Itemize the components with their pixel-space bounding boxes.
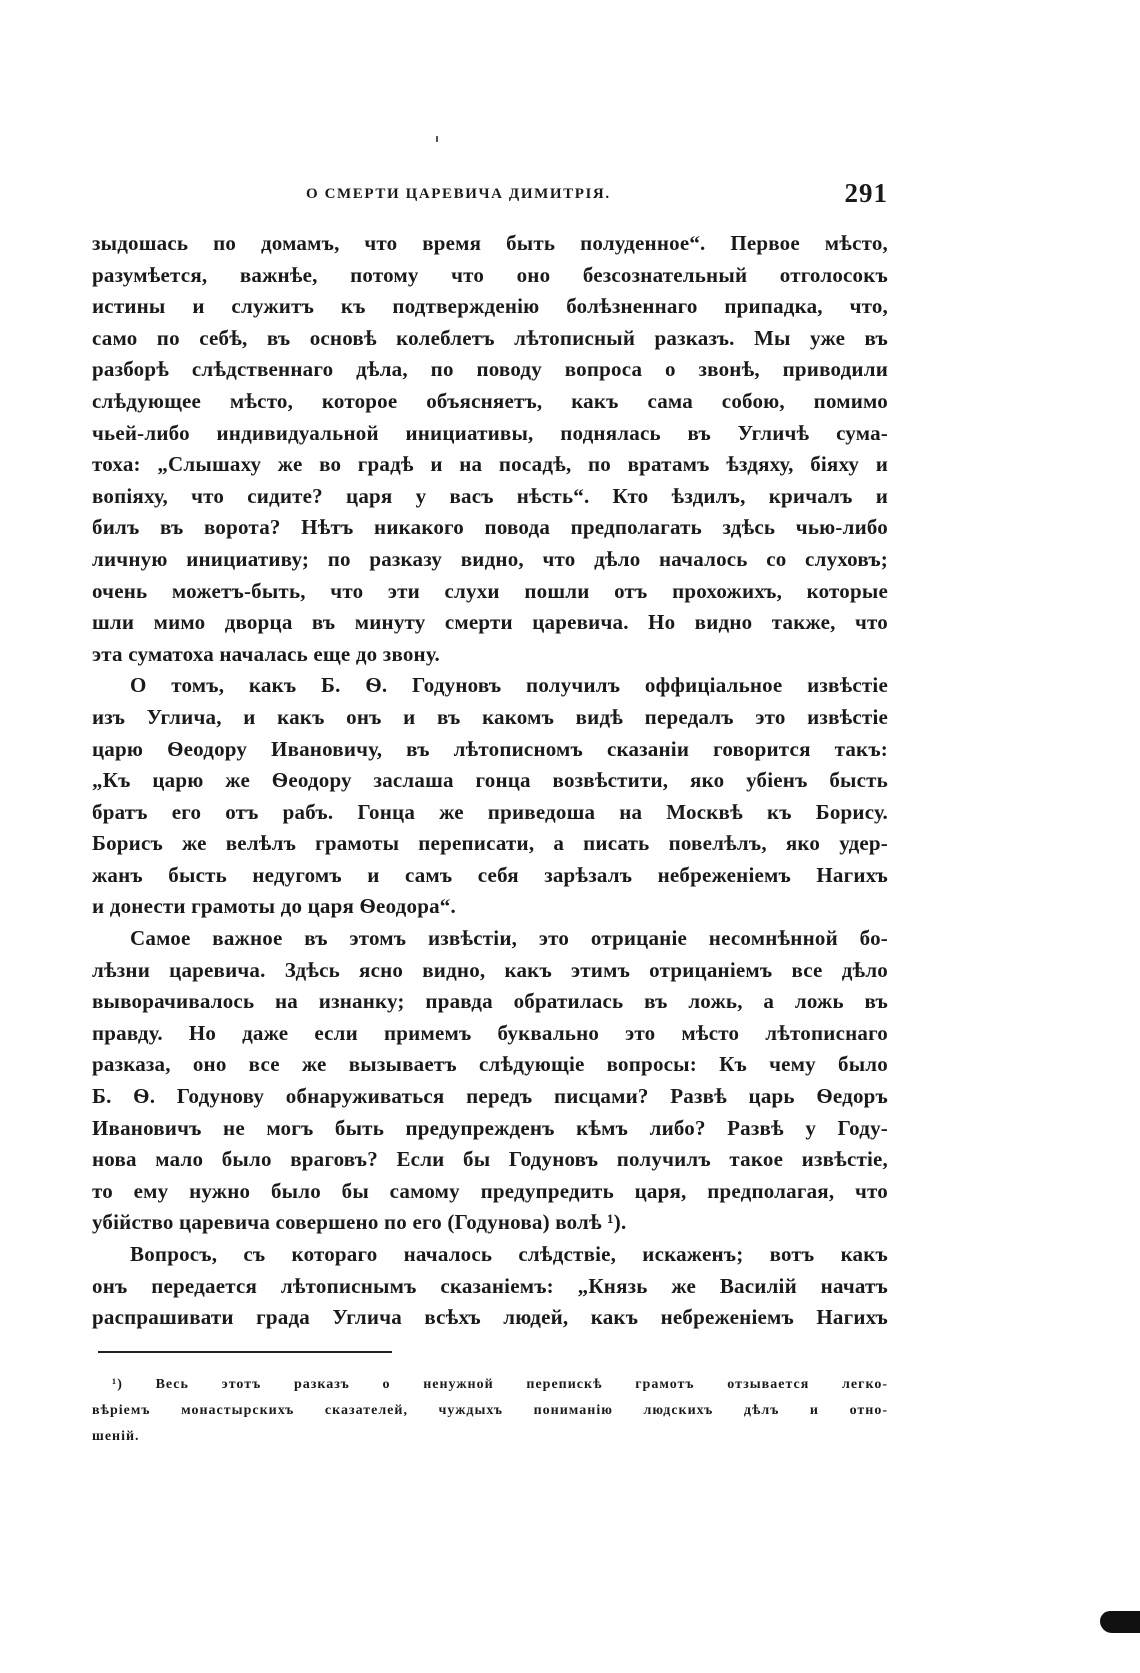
text-line: разборѣ слѣдственнаго дѣла, по поводу вопроса о звонѣ, приводили xyxy=(92,357,888,382)
text-line: и донести грамоты до царя Ѳеодора“. xyxy=(92,894,456,919)
text-line: зыдошась по домамъ, что время быть полуденное“. Первое мѣсто, xyxy=(92,231,888,255)
text-line: онъ передается лѣтописнымъ сказаніемъ: „Князь же Василій начатъ xyxy=(92,1273,888,1298)
footnote xyxy=(92,1372,888,1450)
text-line: истины и служитъ къ подтвержденію болѣзненнаго припадка, что, xyxy=(92,294,888,319)
text-line: правду. Но даже если примемъ буквально это мѣсто лѣтописнаго xyxy=(92,1020,888,1045)
text-line: нова мало было враговъ? Если бы Годуновъ получилъ такое извѣстіе, xyxy=(92,1147,888,1172)
text-line: Ивановичъ не могъ быть предупрежденъ кѣмъ либо? Развѣ у Году- xyxy=(92,1115,888,1140)
text-line: выворачивалось на изнанку; правда обратилась въ ложь, а ложь въ xyxy=(92,989,888,1014)
text-line: Б. Ѳ. Годунову обнаруживаться передъ писцами? Развѣ царь Ѳедоръ xyxy=(92,1084,888,1109)
page-number: 291 xyxy=(844,178,888,208)
text-line: жанъ бысть недугомъ и самъ себя зарѣзалъ небреженіемъ Нагихъ xyxy=(92,862,888,887)
footnote-line: шеній. xyxy=(92,1429,140,1444)
text-line: царю Ѳеодору Ивановичу, въ лѣтописномъ сказаніи говорится такъ: xyxy=(92,736,888,761)
text-line: чьей-либо индивидуальной инициативы, поднялась въ Угличѣ сума- xyxy=(92,420,888,445)
text-line: Борисъ же велѣлъ грамоты переписати, а писать повелѣлъ, яко удер- xyxy=(92,831,888,856)
print-speck xyxy=(436,136,438,142)
text-line: само по себѣ, въ основѣ колеблетъ лѣтописный разказъ. Мы уже въ xyxy=(92,325,888,350)
text-line: распрашивати града Углича всѣхъ людей, какъ небреженіемъ Нагихъ xyxy=(92,1305,888,1330)
text-line: разказа, оно все же вызываетъ слѣдующіе вопросы: Къ чему было xyxy=(92,1052,888,1077)
text-line: слѣдующее мѣсто, которое объясняетъ, какъ сама собою, помимо xyxy=(92,388,888,413)
text-line: шли мимо дворца въ минуту смерти царевича. Но видно также, что xyxy=(92,610,888,635)
text-line: очень можетъ-быть, что эти слухи пошли отъ прохожихъ, которые xyxy=(92,578,888,603)
text-line: то ему нужно было бы самому предупредить царя, предполагая, что xyxy=(92,1178,888,1203)
footnote-line: ¹) Весь этотъ разказъ о ненужной перепискѣ грамотъ отзывается легко- xyxy=(112,1377,888,1392)
footnote-separator xyxy=(98,1351,392,1353)
paragraph-start-line: Самое важное въ этомъ извѣстіи, это отрицаніе несомнѣнной бо- xyxy=(130,926,888,951)
text-line: билъ въ ворота? Нѣтъ никакого повода предполагать здѣсь чью-либо xyxy=(92,515,888,540)
scan-ink-mark xyxy=(1100,1611,1140,1633)
text-line: вопіяху, что сидите? царя у васъ нѣсть“. Кто ѣздилъ, кричалъ и xyxy=(92,483,888,508)
text-line: убійство царевича совершено по его (Годунова) волѣ ¹). xyxy=(92,1210,627,1235)
body-text xyxy=(92,228,888,1334)
running-title: О СМЕРТИ ЦАРЕВИЧА ДИМИТРІЯ. xyxy=(306,186,611,202)
text-line: лѣзни царевича. Здѣсь ясно видно, какъ этимъ отрицаніемъ все дѣло xyxy=(92,957,888,982)
text-line: эта суматоха началась еще до звону. xyxy=(92,641,440,666)
text-line: разумѣется, важнѣе, потому что оно безсознательный отголосокъ xyxy=(92,262,888,287)
paragraph-start-line: О томъ, какъ Б. Ѳ. Годуновъ получилъ оффиціальное извѣстіе xyxy=(130,673,888,698)
text-line: братъ его отъ рабъ. Гонца же приведоша на Москвѣ къ Борису. xyxy=(92,799,888,824)
text-line: изъ Углича, и какъ онъ и въ какомъ видѣ передалъ это извѣстіе xyxy=(92,704,888,729)
page-header xyxy=(296,178,894,212)
paragraph-start-line: Вопросъ, съ котораго началось слѣдствіе, искаженъ; вотъ какъ xyxy=(130,1242,888,1266)
text-line: личную инициативу; по разказу видно, что дѣло началось со слуховъ; xyxy=(92,546,888,571)
footnote-line: вѣріемъ монастырскихъ сказателей, чуждыхъ пониманію людскихъ дѣлъ и отно- xyxy=(92,1403,888,1418)
text-line: „Къ царю же Ѳеодору заслаша гонца возвѣстити, яко убіенъ бысть xyxy=(92,768,888,793)
text-line: тоха: „Слышаху же во градѣ и на посадѣ, по вратамъ ѣздяху, біяху и xyxy=(92,452,888,477)
